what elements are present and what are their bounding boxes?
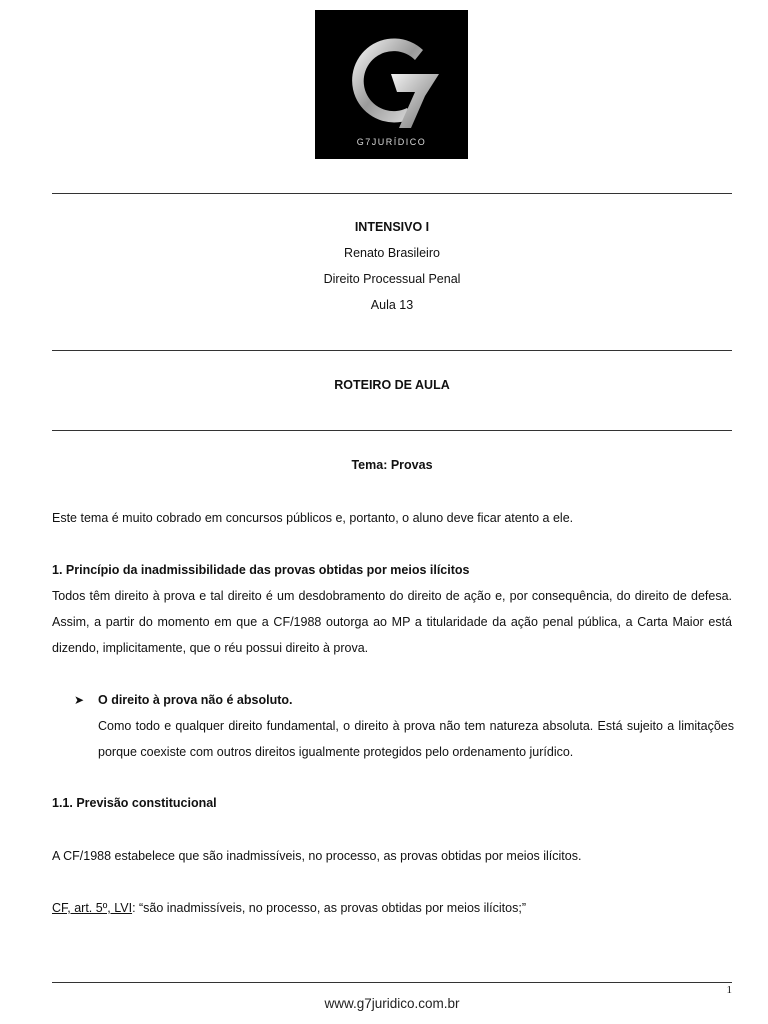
intro-paragraph: Este tema é muito cobrado em concursos públicos e, portanto, o aluno deve ficar atento a ele.	[52, 511, 574, 525]
footer-url: www.g7juridico.com.br	[324, 996, 460, 1011]
roteiro-title: ROTEIRO DE AULA	[334, 378, 450, 392]
bullet-body: Como todo e qualquer direito fundamental, o direito à prova não tem natureza absoluta. Está sujeito a limitações porque coexiste com outros direitos igualmente protegidos pelo ordenamento jurídico.	[98, 719, 734, 759]
divider	[52, 350, 732, 351]
divider	[52, 430, 732, 431]
g7-logo	[315, 10, 468, 159]
arrow-bullet-icon: ➤	[74, 693, 85, 707]
section-1-heading: 1. Princípio da inadmissibilidade das provas obtidas por meios ilícitos	[52, 563, 470, 577]
citation	[52, 895, 732, 921]
section-1-1-body: A CF/1988 estabelece que são inadmissíveis, no processo, as provas obtidas por meios ilícitos.	[52, 849, 582, 863]
footer-divider	[52, 982, 732, 983]
logo-text: G7JURÍDICO	[356, 137, 427, 147]
teacher-name: Renato Brasileiro	[344, 246, 440, 260]
lesson-number: Aula 13	[370, 298, 414, 312]
course-title: INTENSIVO I	[354, 220, 430, 234]
bullet-item	[74, 687, 734, 767]
divider	[52, 193, 732, 194]
section-1-body: Todos têm direito à prova e tal direito é um desdobramento do direito de ação e, por consequência, do direito de defesa. Assim, a partir do momento em que a CF/1988 outorga ao MP a titularidade da ação penal pública, a Carta Maior está dizendo, implicitamente, que o réu possui direito à prova.	[52, 589, 732, 655]
citation-text: : “são inadmissíveis, no processo, as provas obtidas por meios ilícitos;”	[132, 901, 526, 915]
page-number: 1	[726, 984, 732, 996]
bullet-title: O direito à prova não é absoluto.	[98, 693, 293, 707]
subject-name: Direito Processual Penal	[323, 272, 461, 286]
tema-title: Tema: Provas	[351, 458, 433, 472]
section-1-1-heading: 1.1. Previsão constitucional	[52, 796, 217, 810]
citation-reference: CF, art. 5º, LVI	[52, 901, 133, 915]
